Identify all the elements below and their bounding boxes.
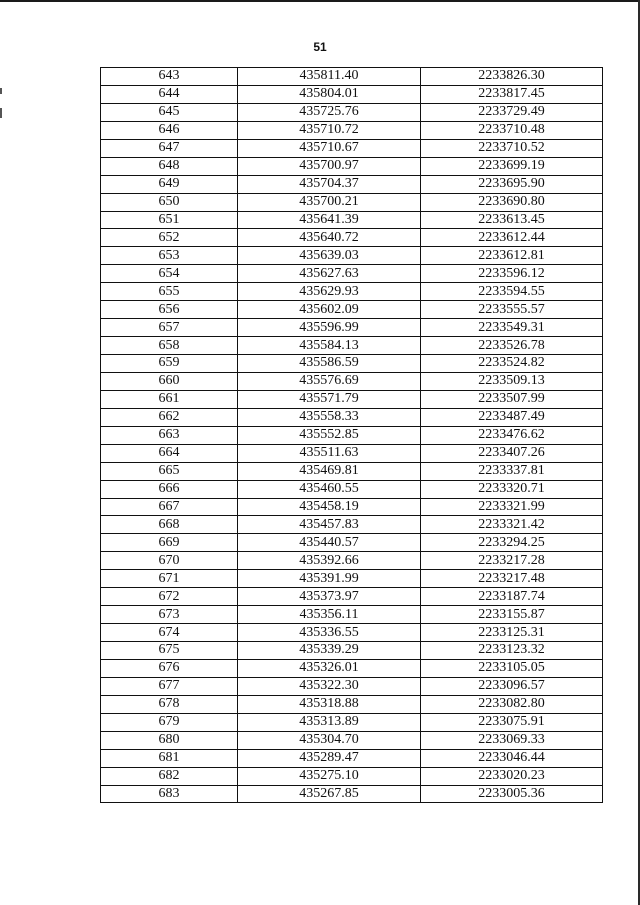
- table-row: [101, 157, 603, 175]
- x-coordinate-cell: 435629.93: [238, 283, 421, 301]
- y-coordinate-cell: 2233695.90: [421, 175, 603, 193]
- table-row: [101, 85, 603, 103]
- point-number-cell: 655: [101, 283, 238, 301]
- point-number-cell: 681: [101, 749, 238, 767]
- y-coordinate-cell: 2233549.31: [421, 319, 603, 337]
- x-coordinate-cell: 435275.10: [238, 767, 421, 785]
- scan-top-edge: [0, 0, 640, 2]
- point-number-cell: 663: [101, 426, 238, 444]
- y-coordinate-cell: 2233699.19: [421, 157, 603, 175]
- table-row: [101, 355, 603, 373]
- y-coordinate-cell: 2233123.32: [421, 642, 603, 660]
- point-number-cell: 652: [101, 229, 238, 247]
- table-row: [101, 121, 603, 139]
- point-number-cell: 651: [101, 211, 238, 229]
- scan-left-mark: [0, 108, 2, 118]
- y-coordinate-cell: 2233125.31: [421, 624, 603, 642]
- x-coordinate-cell: 435811.40: [238, 68, 421, 86]
- table-row: [101, 695, 603, 713]
- point-number-cell: 658: [101, 337, 238, 355]
- point-number-cell: 661: [101, 390, 238, 408]
- table-row: [101, 516, 603, 534]
- x-coordinate-cell: 435704.37: [238, 175, 421, 193]
- y-coordinate-cell: 2233690.80: [421, 193, 603, 211]
- table-row: [101, 426, 603, 444]
- point-number-cell: 679: [101, 713, 238, 731]
- x-coordinate-cell: 435322.30: [238, 677, 421, 695]
- y-coordinate-cell: 2233509.13: [421, 372, 603, 390]
- point-number-cell: 657: [101, 319, 238, 337]
- y-coordinate-cell: 2233407.26: [421, 444, 603, 462]
- y-coordinate-cell: 2233594.55: [421, 283, 603, 301]
- point-number-cell: 643: [101, 68, 238, 86]
- x-coordinate-cell: 435339.29: [238, 642, 421, 660]
- table-row: [101, 731, 603, 749]
- point-number-cell: 674: [101, 624, 238, 642]
- point-number-cell: 668: [101, 516, 238, 534]
- point-number-cell: 666: [101, 480, 238, 498]
- point-number-cell: 644: [101, 85, 238, 103]
- x-coordinate-cell: 435318.88: [238, 695, 421, 713]
- point-number-cell: 662: [101, 408, 238, 426]
- point-number-cell: 648: [101, 157, 238, 175]
- y-coordinate-cell: 2233046.44: [421, 749, 603, 767]
- x-coordinate-cell: 435440.57: [238, 534, 421, 552]
- x-coordinate-cell: 435627.63: [238, 265, 421, 283]
- point-number-cell: 649: [101, 175, 238, 193]
- y-coordinate-cell: 2233217.28: [421, 552, 603, 570]
- y-coordinate-cell: 2233075.91: [421, 713, 603, 731]
- table-row: [101, 659, 603, 677]
- point-number-cell: 683: [101, 785, 238, 803]
- table-row: [101, 462, 603, 480]
- point-number-cell: 682: [101, 767, 238, 785]
- table-row: [101, 444, 603, 462]
- x-coordinate-cell: 435511.63: [238, 444, 421, 462]
- y-coordinate-cell: 2233187.74: [421, 588, 603, 606]
- table-row: [101, 749, 603, 767]
- y-coordinate-cell: 2233729.49: [421, 103, 603, 121]
- table-row: [101, 193, 603, 211]
- point-number-cell: 676: [101, 659, 238, 677]
- point-number-cell: 645: [101, 103, 238, 121]
- y-coordinate-cell: 2233217.48: [421, 570, 603, 588]
- coordinates-table: [100, 67, 603, 803]
- y-coordinate-cell: 2233069.33: [421, 731, 603, 749]
- table-row: [101, 247, 603, 265]
- x-coordinate-cell: 435586.59: [238, 355, 421, 373]
- table-row: [101, 570, 603, 588]
- table-row: [101, 606, 603, 624]
- table-row: [101, 139, 603, 157]
- y-coordinate-cell: 2233476.62: [421, 426, 603, 444]
- y-coordinate-cell: 2233294.25: [421, 534, 603, 552]
- point-number-cell: 646: [101, 121, 238, 139]
- x-coordinate-cell: 435558.33: [238, 408, 421, 426]
- coordinates-table-body: [101, 68, 603, 803]
- x-coordinate-cell: 435641.39: [238, 211, 421, 229]
- point-number-cell: 660: [101, 372, 238, 390]
- point-number-cell: 665: [101, 462, 238, 480]
- y-coordinate-cell: 2233321.42: [421, 516, 603, 534]
- point-number-cell: 659: [101, 355, 238, 373]
- y-coordinate-cell: 2233507.99: [421, 390, 603, 408]
- point-number-cell: 654: [101, 265, 238, 283]
- table-row: [101, 767, 603, 785]
- y-coordinate-cell: 2233524.82: [421, 355, 603, 373]
- table-row: [101, 319, 603, 337]
- y-coordinate-cell: 2233526.78: [421, 337, 603, 355]
- table-row: [101, 265, 603, 283]
- table-row: [101, 552, 603, 570]
- x-coordinate-cell: 435392.66: [238, 552, 421, 570]
- x-coordinate-cell: 435571.79: [238, 390, 421, 408]
- x-coordinate-cell: 435596.99: [238, 319, 421, 337]
- table-row: [101, 68, 603, 86]
- y-coordinate-cell: 2233596.12: [421, 265, 603, 283]
- x-coordinate-cell: 435304.70: [238, 731, 421, 749]
- point-number-cell: 670: [101, 552, 238, 570]
- table-row: [101, 283, 603, 301]
- y-coordinate-cell: 2233555.57: [421, 301, 603, 319]
- x-coordinate-cell: 435640.72: [238, 229, 421, 247]
- y-coordinate-cell: 2233082.80: [421, 695, 603, 713]
- point-number-cell: 672: [101, 588, 238, 606]
- x-coordinate-cell: 435584.13: [238, 337, 421, 355]
- x-coordinate-cell: 435725.76: [238, 103, 421, 121]
- table-row: [101, 301, 603, 319]
- page-number: 51: [313, 40, 327, 54]
- table-row: [101, 534, 603, 552]
- table-row: [101, 175, 603, 193]
- x-coordinate-cell: 435356.11: [238, 606, 421, 624]
- point-number-cell: 656: [101, 301, 238, 319]
- point-number-cell: 664: [101, 444, 238, 462]
- x-coordinate-cell: 435639.03: [238, 247, 421, 265]
- y-coordinate-cell: 2233005.36: [421, 785, 603, 803]
- x-coordinate-cell: 435313.89: [238, 713, 421, 731]
- table-row: [101, 498, 603, 516]
- x-coordinate-cell: 435391.99: [238, 570, 421, 588]
- table-row: [101, 624, 603, 642]
- x-coordinate-cell: 435576.69: [238, 372, 421, 390]
- point-number-cell: 653: [101, 247, 238, 265]
- point-number-cell: 650: [101, 193, 238, 211]
- point-number-cell: 678: [101, 695, 238, 713]
- x-coordinate-cell: 435469.81: [238, 462, 421, 480]
- x-coordinate-cell: 435267.85: [238, 785, 421, 803]
- y-coordinate-cell: 2233155.87: [421, 606, 603, 624]
- table-row: [101, 713, 603, 731]
- y-coordinate-cell: 2233320.71: [421, 480, 603, 498]
- y-coordinate-cell: 2233613.45: [421, 211, 603, 229]
- x-coordinate-cell: 435373.97: [238, 588, 421, 606]
- point-number-cell: 680: [101, 731, 238, 749]
- table-row: [101, 211, 603, 229]
- table-row: [101, 785, 603, 803]
- y-coordinate-cell: 2233487.49: [421, 408, 603, 426]
- y-coordinate-cell: 2233710.48: [421, 121, 603, 139]
- table-row: [101, 677, 603, 695]
- table-row: [101, 103, 603, 121]
- x-coordinate-cell: 435602.09: [238, 301, 421, 319]
- x-coordinate-cell: 435460.55: [238, 480, 421, 498]
- y-coordinate-cell: 2233337.81: [421, 462, 603, 480]
- x-coordinate-cell: 435326.01: [238, 659, 421, 677]
- y-coordinate-cell: 2233612.44: [421, 229, 603, 247]
- point-number-cell: 647: [101, 139, 238, 157]
- table-row: [101, 588, 603, 606]
- x-coordinate-cell: 435458.19: [238, 498, 421, 516]
- y-coordinate-cell: 2233826.30: [421, 68, 603, 86]
- y-coordinate-cell: 2233817.45: [421, 85, 603, 103]
- x-coordinate-cell: 435700.21: [238, 193, 421, 211]
- point-number-cell: 677: [101, 677, 238, 695]
- point-number-cell: 671: [101, 570, 238, 588]
- x-coordinate-cell: 435289.47: [238, 749, 421, 767]
- point-number-cell: 673: [101, 606, 238, 624]
- point-number-cell: 667: [101, 498, 238, 516]
- x-coordinate-cell: 435552.85: [238, 426, 421, 444]
- y-coordinate-cell: 2233710.52: [421, 139, 603, 157]
- point-number-cell: 669: [101, 534, 238, 552]
- table-row: [101, 480, 603, 498]
- table-row: [101, 229, 603, 247]
- table-row: [101, 372, 603, 390]
- x-coordinate-cell: 435336.55: [238, 624, 421, 642]
- scan-left-mark: [0, 88, 2, 94]
- table-row: [101, 408, 603, 426]
- x-coordinate-cell: 435710.72: [238, 121, 421, 139]
- table-row: [101, 390, 603, 408]
- x-coordinate-cell: 435700.97: [238, 157, 421, 175]
- x-coordinate-cell: 435457.83: [238, 516, 421, 534]
- x-coordinate-cell: 435710.67: [238, 139, 421, 157]
- y-coordinate-cell: 2233105.05: [421, 659, 603, 677]
- y-coordinate-cell: 2233612.81: [421, 247, 603, 265]
- y-coordinate-cell: 2233096.57: [421, 677, 603, 695]
- y-coordinate-cell: 2233321.99: [421, 498, 603, 516]
- x-coordinate-cell: 435804.01: [238, 85, 421, 103]
- point-number-cell: 675: [101, 642, 238, 660]
- table-row: [101, 337, 603, 355]
- table-row: [101, 642, 603, 660]
- y-coordinate-cell: 2233020.23: [421, 767, 603, 785]
